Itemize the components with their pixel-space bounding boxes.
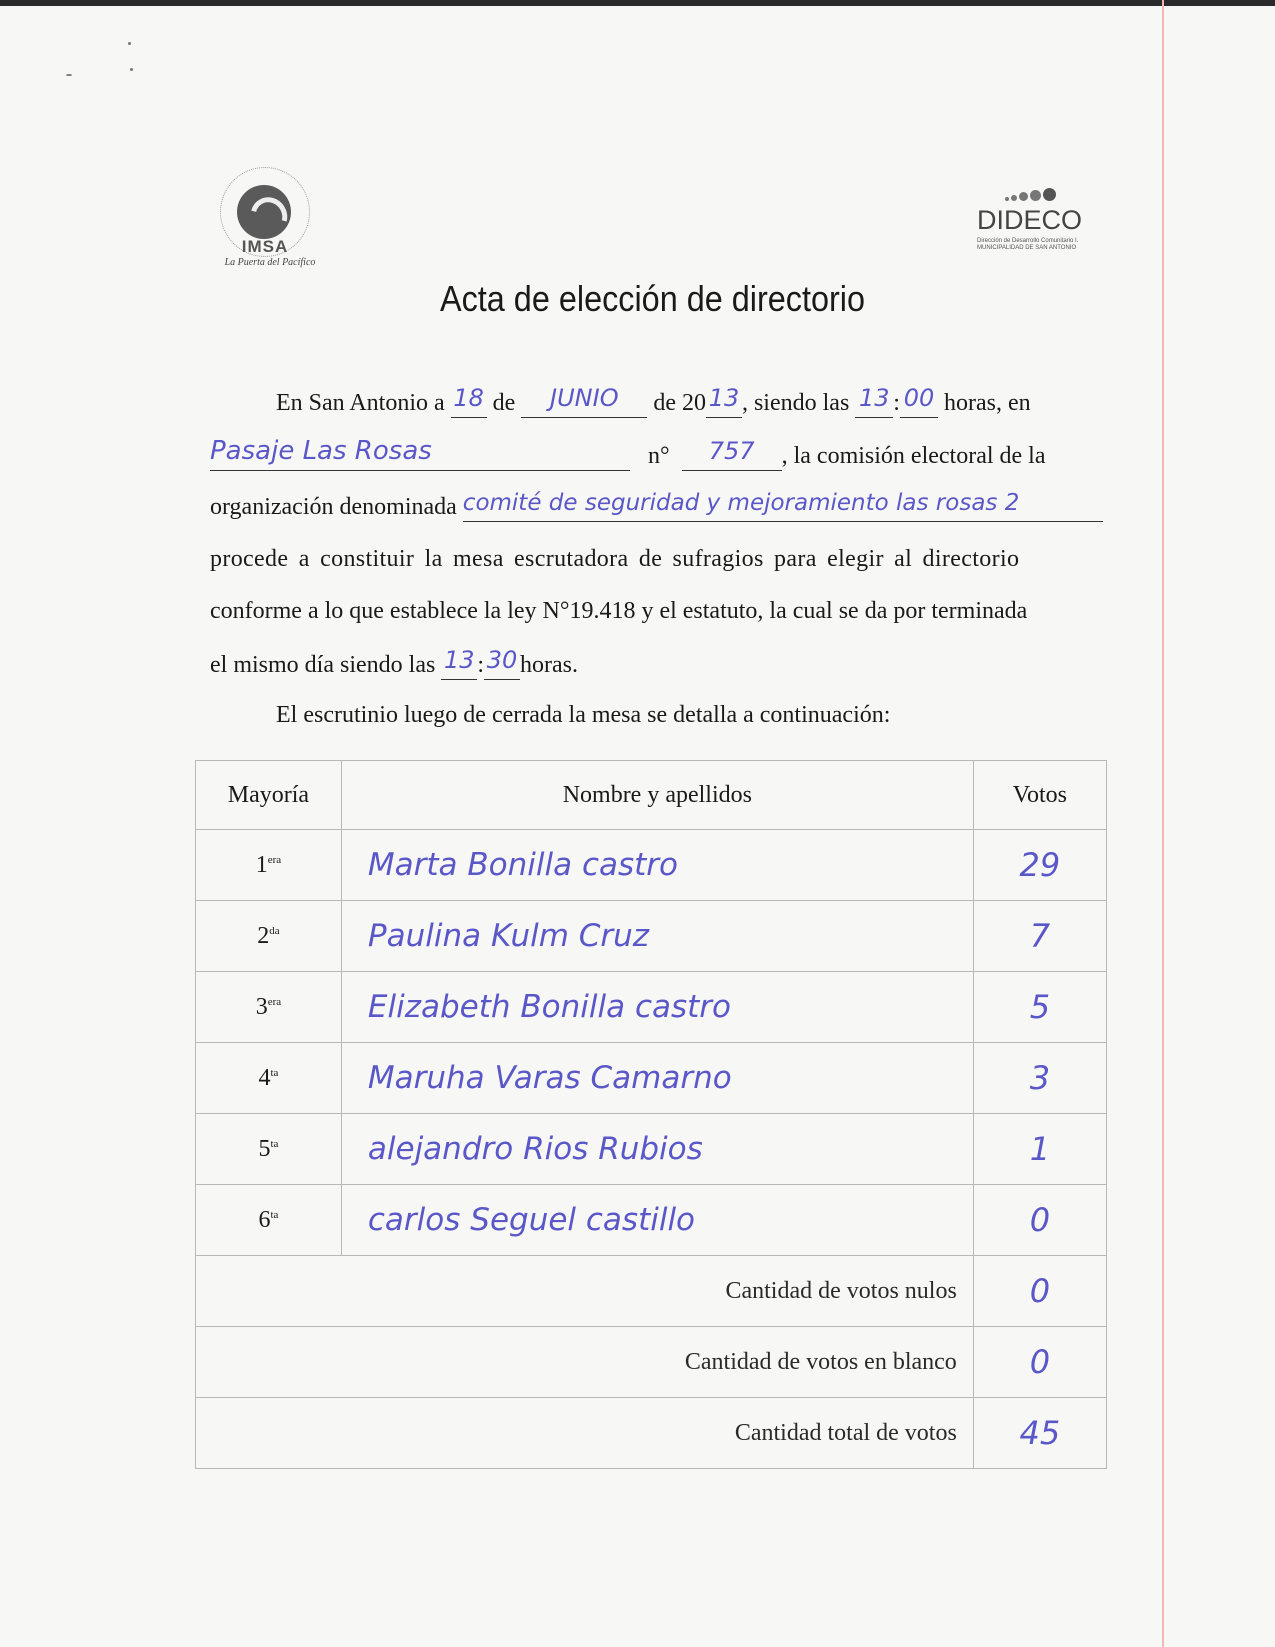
start-min-value: 00 bbox=[903, 384, 935, 412]
header-rank: Mayoría bbox=[195, 760, 342, 830]
candidate-votes: 7 bbox=[974, 901, 1107, 972]
month-value: JUNIO bbox=[550, 384, 619, 412]
day-field bbox=[451, 384, 487, 418]
table-row bbox=[195, 1114, 1107, 1185]
end-min-value: 30 bbox=[486, 646, 518, 674]
candidate-votes: 1 bbox=[974, 1114, 1107, 1185]
line-text: de bbox=[492, 390, 516, 416]
table-row bbox=[195, 1043, 1107, 1114]
end-min-field bbox=[484, 646, 520, 680]
address-field bbox=[210, 436, 630, 471]
organization-field bbox=[462, 490, 1103, 522]
candidate-votes: 3 bbox=[974, 1043, 1107, 1114]
number-value: 757 bbox=[708, 437, 755, 465]
rank-cell bbox=[195, 901, 342, 972]
table-row bbox=[195, 830, 1107, 901]
blank-votes-row bbox=[195, 1327, 1107, 1398]
rank-cell bbox=[195, 1185, 342, 1256]
line-text: organización denominada bbox=[210, 494, 457, 520]
results-table bbox=[195, 760, 1107, 1469]
address-value: Pasaje Las Rosas bbox=[210, 436, 432, 466]
rank-number: 1 bbox=[255, 851, 268, 878]
imsa-logo-tagline: La Puerta del Pacífico bbox=[224, 257, 316, 268]
line-text: , la comisión electoral de la bbox=[781, 443, 1046, 469]
imsa-logo bbox=[210, 165, 325, 270]
paragraph-line-7: El escrutinio luego de cerrada la mesa se detalla a continuación: bbox=[276, 702, 891, 728]
null-votes-value: 0 bbox=[974, 1256, 1107, 1327]
rank-number: 4 bbox=[258, 1064, 271, 1091]
total-votes-label: Cantidad total de votos bbox=[195, 1398, 974, 1469]
total-votes-row bbox=[195, 1398, 1107, 1469]
table-row bbox=[195, 901, 1107, 972]
header-name: Nombre y apellidos bbox=[342, 760, 974, 830]
table-header-row bbox=[195, 760, 1107, 830]
rank-suffix: ta bbox=[270, 1208, 279, 1221]
month-field bbox=[521, 384, 647, 418]
line-text: horas, en bbox=[943, 390, 1031, 416]
candidate-name: Marta Bonilla castro bbox=[342, 830, 974, 901]
header-votes: Votos bbox=[974, 760, 1107, 830]
paragraph-line-2 bbox=[210, 436, 1046, 471]
paragraph-line-6: el mismo día siendo las 13 : 30 horas. bbox=[210, 646, 578, 678]
paragraph-line-3 bbox=[210, 490, 1103, 522]
rank-suffix: ta bbox=[270, 1137, 279, 1150]
wave-emblem-icon bbox=[237, 185, 291, 239]
paragraph-line-1: En San Antonio a 18 de JUNIO de 20 13 , siendo las 13 : 00 horas, en bbox=[276, 384, 1031, 416]
candidate-votes: 29 bbox=[974, 830, 1107, 901]
scan-speck bbox=[130, 68, 133, 71]
line-text: horas. bbox=[519, 652, 578, 678]
start-hour-value: 13 bbox=[859, 384, 890, 412]
rank-suffix: da bbox=[269, 924, 280, 937]
candidate-name: alejandro Rios Rubios bbox=[342, 1114, 974, 1185]
line-text: n° bbox=[648, 443, 670, 469]
end-hour-field bbox=[441, 646, 477, 680]
scan-speck bbox=[66, 74, 72, 76]
dideco-logo-name: DIDECO bbox=[977, 205, 1083, 235]
rank-suffix: ta bbox=[270, 1066, 279, 1079]
table-row bbox=[195, 972, 1107, 1043]
table-row bbox=[195, 1185, 1107, 1256]
null-votes-row bbox=[195, 1256, 1107, 1327]
year-value: 13 bbox=[708, 384, 740, 412]
candidate-name: Elizabeth Bonilla castro bbox=[342, 972, 974, 1043]
document-title: Acta de elección de directorio bbox=[439, 278, 866, 319]
start-hour-field bbox=[855, 384, 893, 418]
rank-cell bbox=[195, 830, 342, 901]
paragraph-line-4: procede a constituir la mesa escrutadora de sufragios para elegir al directorio bbox=[210, 546, 1020, 572]
year-field bbox=[706, 384, 742, 418]
end-hour-value: 13 bbox=[444, 646, 475, 674]
rank-number: 2 bbox=[257, 922, 270, 949]
dideco-logo bbox=[973, 183, 1093, 263]
page-top-edge bbox=[0, 0, 1275, 6]
blank-votes-value: 0 bbox=[974, 1327, 1107, 1398]
rank-cell bbox=[195, 972, 342, 1043]
rank-number: 6 bbox=[258, 1206, 271, 1233]
day-value: 18 bbox=[453, 384, 484, 412]
rank-cell bbox=[195, 1114, 342, 1185]
rank-cell bbox=[195, 1043, 342, 1114]
imsa-logo-name: IMSA bbox=[241, 237, 289, 256]
null-votes-label: Cantidad de votos nulos bbox=[195, 1256, 974, 1327]
candidate-name: Paulina Kulm Cruz bbox=[342, 901, 974, 972]
line-text: , siendo las bbox=[741, 390, 850, 416]
number-field bbox=[682, 437, 782, 471]
paragraph-line-5: conforme a lo que establece la ley N°19.418 y el estatuto, la cual se da por terminada bbox=[210, 598, 1028, 624]
dots-icon bbox=[1005, 183, 1058, 203]
candidate-name: carlos Seguel castillo bbox=[342, 1185, 974, 1256]
candidate-votes: 5 bbox=[974, 972, 1107, 1043]
table-body bbox=[195, 830, 1107, 1469]
line-text: En San Antonio a bbox=[276, 390, 445, 416]
scan-speck bbox=[128, 42, 131, 45]
candidate-name: Maruha Varas Camarno bbox=[342, 1043, 974, 1114]
candidate-votes: 0 bbox=[974, 1185, 1107, 1256]
dideco-logo-subtitle: Dirección de Desarrollo Comunitario I. MUNICIPALIDAD DE SAN ANTONIO bbox=[977, 238, 1079, 251]
rank-number: 5 bbox=[258, 1135, 271, 1162]
line-text: de 20 bbox=[653, 390, 706, 416]
line-text: el mismo día siendo las bbox=[210, 652, 436, 678]
rank-suffix: era bbox=[267, 995, 282, 1008]
margin-line bbox=[1162, 0, 1164, 1647]
blank-votes-label: Cantidad de votos en blanco bbox=[195, 1327, 974, 1398]
total-votes-value: 45 bbox=[974, 1398, 1107, 1469]
rank-number: 3 bbox=[255, 993, 268, 1020]
start-min-field bbox=[900, 384, 938, 418]
organization-value: comité de seguridad y mejoramiento las rosas 2 bbox=[462, 490, 1020, 516]
rank-suffix: era bbox=[267, 853, 282, 866]
